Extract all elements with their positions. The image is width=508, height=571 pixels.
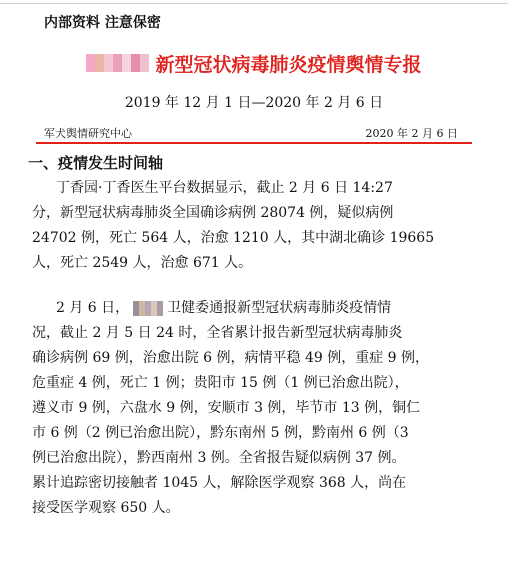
paragraph-line: 接受医学观察 650 人。 xyxy=(32,500,180,516)
redacted-region-mosaic xyxy=(86,54,149,72)
date-range: 2019 年 12 月 1 日—2020 年 2 月 6 日 xyxy=(124,95,384,111)
paragraph-suffix: 卫健委通报新型冠状病毒肺炎疫情情 xyxy=(167,300,392,316)
redacted-province-mosaic xyxy=(133,301,163,316)
report-title: 新型冠状病毒肺炎疫情舆情专报 xyxy=(155,53,422,76)
paragraph-line: 分，新型冠状病毒肺炎全国确诊病例 28074 例，疑似病例 xyxy=(32,205,394,221)
section-heading: 一、疫情发生时间轴 xyxy=(28,154,164,172)
paragraph-1 xyxy=(32,176,480,276)
publish-date: 2020 年 2 月 6 日 xyxy=(365,127,458,140)
paragraph-line: 丁香园·丁香医生平台数据显示，截止 2 月 6 日 14:27 xyxy=(56,180,393,196)
paragraph-line-first xyxy=(32,296,480,321)
paragraph-line: 市 6 例（2 例已治愈出院），黔东南州 5 例，黔南州 6 例（3 xyxy=(32,425,409,441)
paragraph-line: 24702 例，死亡 564 人，治愈 1210 人，其中湖北确诊 19665 xyxy=(32,230,435,246)
publisher-org: 军犬舆情研究中心 xyxy=(44,127,132,140)
paragraph-line: 累计追踪密切接触者 1045 人，解除医学观察 368 人，尚在 xyxy=(32,475,407,491)
paragraph-line: 人，死亡 2549 人，治愈 671 人。 xyxy=(32,255,253,271)
paragraph-2 xyxy=(32,296,480,521)
paragraph-line: 况，截止 2 月 5 日 24 时，全省累计报告新型冠状病毒肺炎 xyxy=(32,325,403,341)
red-divider xyxy=(36,142,472,144)
paragraph-line: 危重症 4 例，死亡 1 例；贵阳市 15 例（1 例已治愈出院）， xyxy=(32,375,409,391)
classification-label: 内部资料 注意保密 xyxy=(44,15,161,31)
top-border xyxy=(0,3,508,4)
title-row xyxy=(0,50,508,76)
paragraph-line: 例已治愈出院），黔西南州 3 例。全省报告疑似病例 37 例。 xyxy=(32,450,406,466)
paragraph-line: 遵义市 9 例，六盘水 9 例，安顺市 3 例，毕节市 13 例，铜仁 xyxy=(32,400,421,416)
paragraph-line: 确诊病例 69 例，治愈出院 6 例，病情平稳 49 例，重症 9 例， xyxy=(32,350,430,366)
paragraph-prefix: 2 月 6 日， xyxy=(56,300,130,316)
